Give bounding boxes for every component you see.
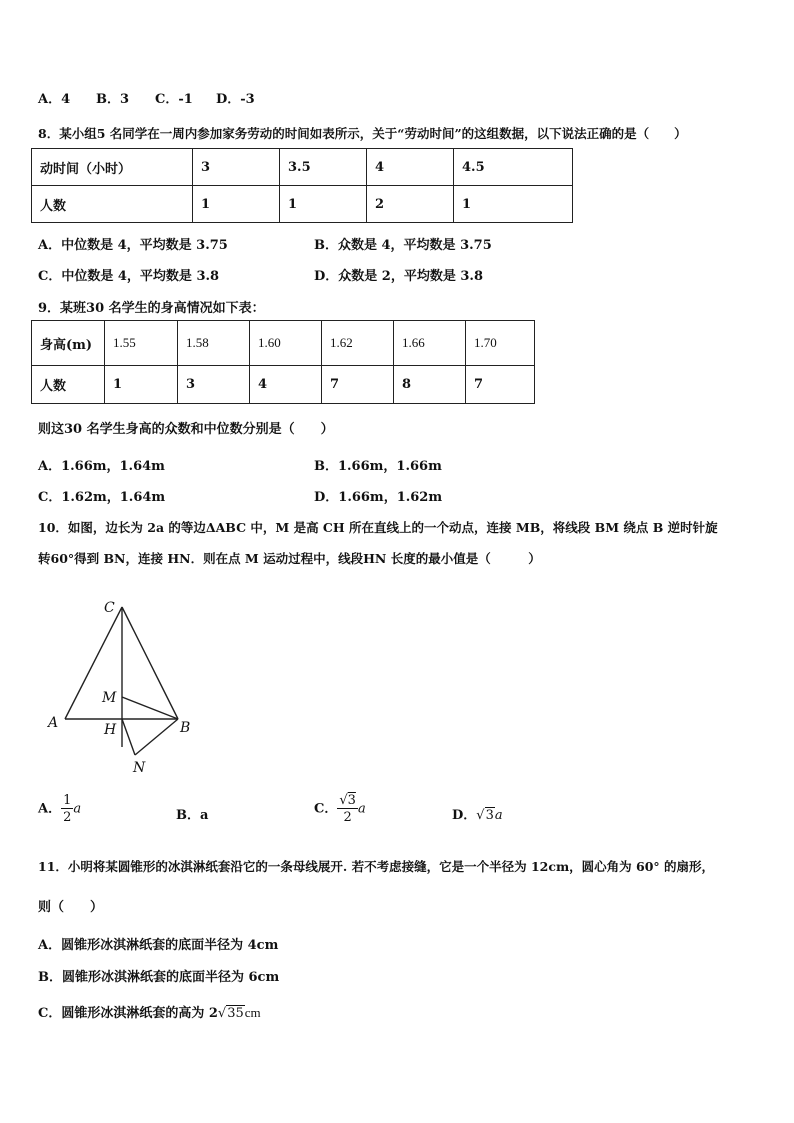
q8-cell: 4 — [367, 149, 454, 186]
q11-option-c-text: C．圆锥形冰淇淋纸套的高为 2 — [38, 1006, 218, 1021]
q9-cell: 4 — [250, 366, 322, 404]
q7-option-b: B．3 — [96, 92, 130, 107]
fraction — [61, 794, 73, 824]
square-root: √35 — [217, 1006, 244, 1021]
q10-option-d — [452, 804, 503, 823]
q7-option-a: A．4 — [38, 92, 71, 107]
q10-option-c — [314, 794, 366, 824]
q11-question-line1: 11．小明将某圆锥形的冰淇淋纸套沿它的一条母线展开. 若不考虑接缝，它是一个半径为 12cm，圆心角为 60° 的扇形， — [38, 859, 715, 874]
table-row — [32, 149, 573, 186]
q9-cell: 1.58 — [178, 321, 250, 366]
fraction-numerator: √3 — [339, 793, 356, 808]
q8-cell: 3 — [193, 149, 280, 186]
q8-cell: 1 — [280, 186, 367, 223]
q11-option-c — [38, 1002, 261, 1021]
q8-table — [31, 148, 573, 223]
q8-cell: 1 — [193, 186, 280, 223]
table-row — [32, 321, 535, 366]
q8-cell: 4.5 — [454, 149, 573, 186]
q8-option-c: C．中位数是 4，平均数是 3.8 — [38, 269, 220, 284]
q8-option-a: A．中位数是 4，平均数是 3.75 — [38, 238, 228, 253]
q10-option-a-prefix: A． — [38, 801, 62, 817]
q9-cell: 1.66 — [394, 321, 466, 366]
q9-question-text: 9．某班30 名学生的身高情况如下表： — [38, 301, 265, 316]
q10-question-line2: 转60°得到 BN，连接 HN．则在点 M 运动过程中，线段HN 长度的最小值是（ ） — [38, 551, 541, 566]
q9-option-a: A．1.66m，1.64m — [38, 459, 165, 474]
radicand: 3 — [485, 808, 494, 823]
q9-option-d: D．1.66m，1.62m — [314, 490, 443, 505]
q8-cell: 动时间（小时） — [32, 149, 193, 186]
q8-question-text: 8．某小组5 名同学在一周内参加家务劳动的时间如表所示，关于“劳动时间”的这组数据，以下说法正确的是（ ） — [38, 126, 687, 141]
q9-cell: 8 — [394, 366, 466, 404]
q10-triangle-figure — [40, 592, 210, 782]
fraction-denominator: 2 — [343, 810, 352, 825]
q8-option-d: D．众数是 2，平均数是 3.8 — [314, 269, 483, 284]
q8-option-b: B．众数是 4，平均数是 3.75 — [314, 238, 492, 253]
q11-question-line2: 则（ ） — [38, 900, 104, 915]
fraction-denominator: 2 — [63, 810, 72, 825]
radicand: 3 — [347, 793, 356, 808]
q10-option-c-prefix: C． — [314, 801, 338, 817]
q9-cell: 1.55 — [105, 321, 178, 366]
q11-option-b: B．圆锥形冰淇淋纸套的底面半径为 6cm — [38, 970, 280, 985]
label-h: H — [104, 722, 117, 738]
q10-option-b: B．a — [176, 808, 209, 823]
q9-option-c: C．1.62m，1.64m — [38, 490, 166, 505]
q9-cell: 7 — [322, 366, 394, 404]
q9-cell: 1.62 — [322, 321, 394, 366]
q10-option-a — [38, 794, 81, 824]
label-m: M — [102, 690, 117, 706]
q7-option-d: D．-3 — [216, 92, 255, 107]
q10-question-line1: 10．如图，边长为 2a 的等边ΔABC 中，M 是高 CH 所在直线上的一个动点，连接 MB，将线段 BM 绕点 B 逆时针旋 — [38, 520, 718, 535]
q9-option-b: B．1.66m，1.66m — [314, 459, 442, 474]
q9-cell: 7 — [466, 366, 535, 404]
q8-cell: 1 — [454, 186, 573, 223]
q8-cell: 3.5 — [280, 149, 367, 186]
q9-cell: 人数 — [32, 366, 105, 404]
radicand: 35 — [227, 1006, 244, 1021]
q10-option-d-prefix: D． — [452, 808, 477, 823]
segment-hn — [122, 719, 135, 755]
side-cb — [122, 607, 178, 719]
variable-a: a — [73, 801, 82, 817]
fraction-numerator: 1 — [63, 793, 72, 808]
q9-table — [31, 320, 535, 404]
fraction — [337, 794, 358, 824]
q9-sub-question: 则这30 名学生身高的众数和中位数分别是（ ） — [38, 422, 334, 437]
q8-cell: 人数 — [32, 186, 193, 223]
q11-option-a: A．圆锥形冰淇淋纸套的底面半径为 4cm — [38, 938, 279, 953]
label-c: C — [104, 600, 115, 616]
label-n: N — [133, 760, 146, 776]
table-row — [32, 366, 535, 404]
q9-cell: 1.60 — [250, 321, 322, 366]
segment-bn — [135, 719, 178, 755]
q9-cell: 1 — [105, 366, 178, 404]
q7-option-c: C．-1 — [155, 92, 193, 107]
q8-cell: 2 — [367, 186, 454, 223]
q9-cell: 身高(m) — [32, 321, 105, 366]
variable-a: a — [494, 808, 503, 823]
unit-cm: cm — [244, 1005, 261, 1020]
label-a: A — [48, 715, 59, 731]
square-root: √3 — [476, 808, 494, 823]
table-row — [32, 186, 573, 223]
label-b: B — [180, 720, 191, 736]
q9-cell: 3 — [178, 366, 250, 404]
segment-mb — [122, 697, 178, 719]
variable-a: a — [357, 801, 366, 817]
q9-cell: 1.70 — [466, 321, 535, 366]
